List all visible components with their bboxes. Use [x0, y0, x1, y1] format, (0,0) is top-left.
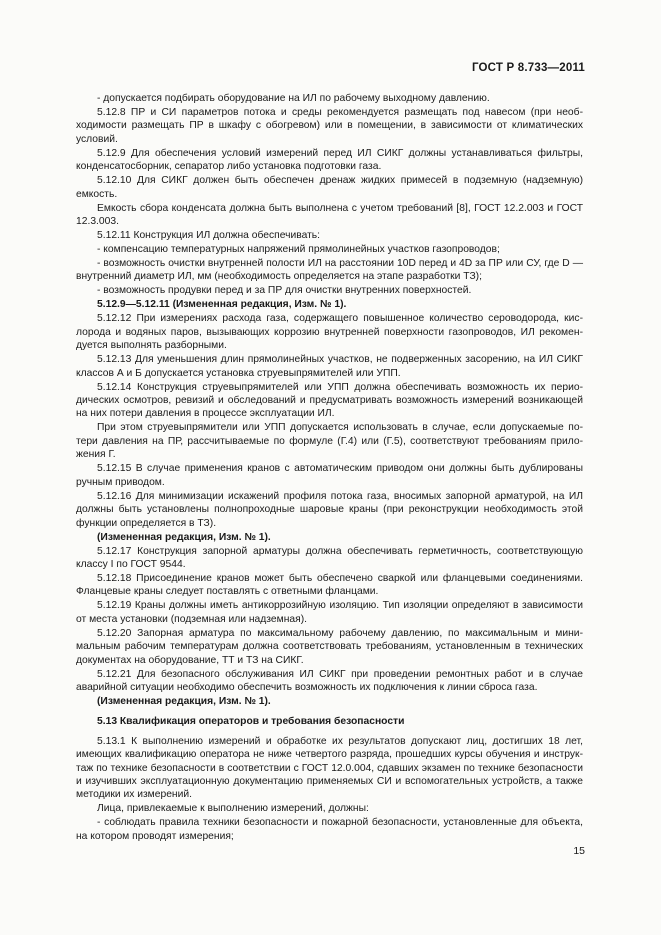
paragraph: 5.12.16 Для минимизации искажений профиля потока газа, вносимых запорной арматурой, на ИЛ должны быть установлены полнопроходные шаровые краны (при реконструкции необходимость этой функции определяется в ТЗ).	[76, 490, 583, 529]
section-heading: 5.13 Квалификация операторов и требования безопасности	[97, 716, 405, 728]
paragraph: - допускается подбирать оборудование на ИЛ по рабочему выходному давлению.	[97, 93, 490, 104]
paragraph: 5.12.12 При измерениях расхода газа, содержащего повышенное количество сероводорода, кислорода и водяных паров, вызывающих коррозию внутренней поверхности газопроводов, ИЛ рекомендуется выполнять разборными.	[76, 313, 583, 352]
paragraph: Емкость сбора конденсата должна быть выполнена с учетом требований [8], ГОСТ 12.2.003 и ГОСТ 12.3.003.	[76, 202, 583, 228]
paragraph: 5.12.19 Краны должны иметь антикоррозийную изоляцию. Тип изоляции определяют в зависимости от места установки (подземная или надземная).	[76, 600, 583, 625]
paragraph: 5.12.18 Присоединение кранов может быть обеспечено сваркой или фланцевыми соединениями. Фланцевые краны следует поставлять с ответными фланцами.	[76, 572, 583, 598]
paragraph: - возможность очистки внутренней полости ИЛ на расстоянии 10D перед и 4D за ПР или СУ, где D — внутренний диаметр ИЛ, мм (необходимость определяется на этапе разработки ТЗ);	[76, 258, 583, 283]
amendment-note: (Измененная редакция, Изм. № 1).	[97, 695, 271, 707]
page-number: 15	[573, 845, 585, 857]
paragraph: - возможность продувки перед и за ПР для очистки внутренних поверхностей.	[97, 285, 472, 297]
paragraph: 5.12.20 Запорная арматура по максимальному рабочему давлению, по максимальным и минимальным рабочим температурам должна соответствовать требованиям, установленным в технических документах на оборудование, ТТ и ТЗ на СИКГ.	[76, 627, 583, 666]
amendment-note: 5.12.9—5.12.11 (Измененная редакция, Изм. № 1).	[97, 299, 347, 311]
paragraph: 5.12.15 В случае применения кранов с автоматическим приводом они должны быть дублированы ручным приводом.	[76, 463, 583, 488]
paragraph: 5.12.13 Для уменьшения длин прямолинейных участков, не подверженных засорению, на ИЛ СИКГ классов А и Б допускается установка струевыпрямителей или УПП.	[76, 354, 583, 379]
paragraph: - компенсацию температурных напряжений прямолинейных участков газопроводов;	[97, 244, 500, 256]
document-body	[76, 92, 583, 843]
paragraph: При этом струевыпрямители или УПП допускается использовать в случае, если допускаемые потери давления на ПР, рассчитываемые по формуле (Г.4) или (Г.5), соответствуют требованиям приложения Г.	[76, 422, 583, 461]
paragraph: 5.12.11 Конструкция ИЛ должна обеспечивать:	[97, 230, 321, 242]
paragraph: 5.12.21 Для безопасного обслуживания ИЛ СИКГ при проведении ремонтных работ и в случае аварийной ситуации необходимо обеспечить возможность их подключения к линии сброса газа.	[76, 668, 583, 693]
paragraph: 5.12.10 Для СИКГ должен быть обеспечен дренаж жидких примесей в подземную (надземную) емкость.	[76, 175, 583, 200]
paragraph: 5.13.1 К выполнению измерений и обработке их результатов допускают лиц, достигших 18 лет, имеющих квалификацию оператора не ниже четвертого разряда, прошедших курсы обучения и инструктаж по технике безопасности в соответствии с ГОСТ 12.0.004, сдавших экзамен по технике безопасности и изучивших эксплуатационную документацию применяемых СИ и вспомогательных устройств, а также методики их измерений.	[76, 735, 583, 801]
paragraph: Лица, привлекаемые к выполнению измерений, должны:	[97, 803, 369, 815]
paragraph: - соблюдать правила техники безопасности и пожарной безопасности, установленные для объекта, на котором проводят измерения;	[76, 817, 583, 842]
paragraph: 5.12.17 Конструкция запорной арматуры должна обеспечивать герметичность, соответствующую классу I по ГОСТ 9544.	[76, 545, 583, 570]
amendment-note: (Измененная редакция, Изм. № 1).	[97, 531, 271, 543]
document-header: ГОСТ Р 8.733—2011	[471, 62, 585, 74]
paragraph: 5.12.14 Конструкция струевыпрямителей или УПП должна обеспечивать возможность их периодических осмотров, ревизий и обследований и предусматривать возможность измерений возникающей на них потери давления в процессе эксплуатации ИЛ.	[76, 381, 583, 420]
paragraph: 5.12.9 Для обеспечения условий измерений перед ИЛ СИКГ должны устанавливаться фильтры, конденсатосборник, сепаратор либо установка подготовки газа.	[76, 147, 583, 173]
paragraph: 5.12.8 ПР и СИ параметров потока и среды рекомендуется размещать под навесом (при необходимости размещать ПР в шкафу с обогревом) или в помещении, в зависимости от климатических условий.	[76, 107, 583, 145]
